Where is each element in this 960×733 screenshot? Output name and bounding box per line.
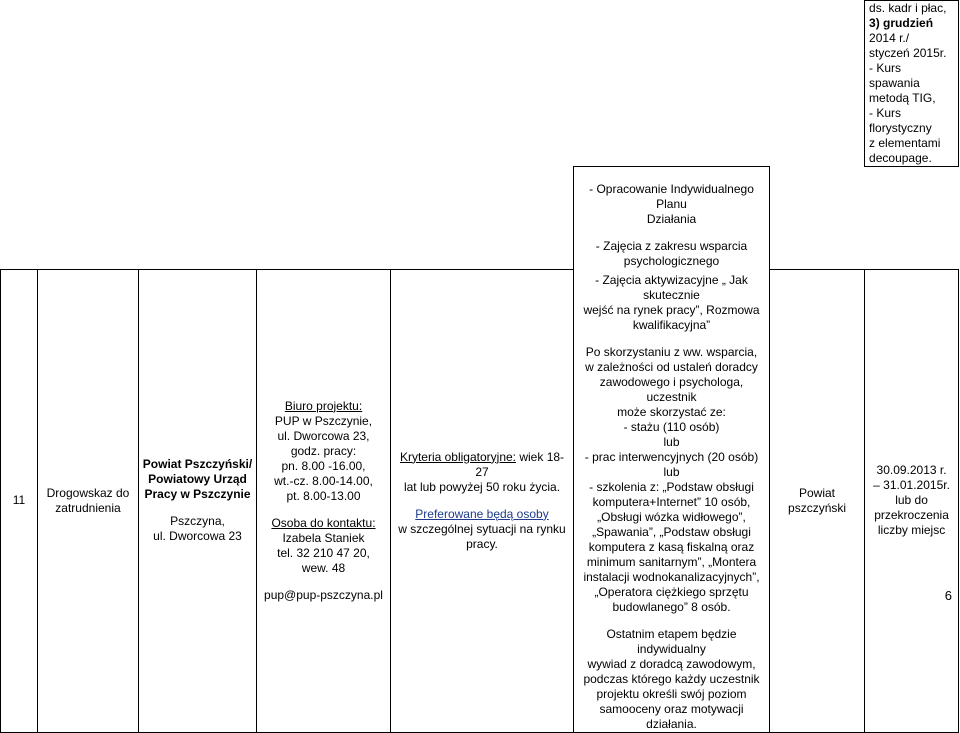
text-line: Powiat Pszczyński/ [142,457,253,472]
text-line: komputera z kasą fiskalną oraz [588,540,755,554]
blank-area [770,167,959,270]
text-line: lub [663,465,680,479]
support-forms [574,269,770,733]
text-line: godz. pracy: [290,443,357,458]
text-line: – 31.01.2015r. [873,478,950,493]
page-number: 6 [944,588,952,603]
contact-heading: Osoba do kontaktu: [271,515,376,530]
text-line: - Zajęcia aktywizacyjne „ Jak skutecznie [595,273,748,302]
text-line: z elementami [869,136,941,150]
text-line: budowlanego” 8 osób. [612,600,731,614]
blank-area [1,1,865,167]
criteria-text: wiek 18-27 [475,449,565,479]
text-line: Powiat [799,485,836,500]
text-line: spawania [869,76,920,90]
text-line: florystyczny [869,121,932,135]
recruitment-criteria [391,269,574,733]
email-address: pup@pup-pszczyna.pl [264,587,383,602]
text-line: pt. 8.00-13.00 [286,488,361,503]
text-line: - Kurs [869,61,902,75]
text-line: lat lub powyżej 50 roku życia. [403,479,561,494]
text-line: samooceny oraz motywacji działania. [599,702,744,731]
text-line: metodą TIG, [869,91,936,105]
text-line: minimum sanitarnym”, „Montera [586,555,757,569]
text-line: „Obsługi wózka widłowego”, [597,510,746,524]
text-line: 3) grudzień [869,16,934,30]
text-line: kwalifikacyjna” [632,318,711,332]
blank-area [1,167,574,270]
text-line: PUP w Pszczynie, [274,413,373,428]
text-line: zawodowego i psychologa, uczestnik [599,375,744,404]
project-name [38,269,139,733]
text-line: w zależności od ustaleń doradcy [585,360,758,374]
text-line: w szczególnej sytuacji na rynku [398,521,566,536]
text-line: lub [663,435,680,449]
text-line: Powiatowy Urząd [148,472,247,487]
text-line: „Spawania”, „Podstaw obsługi [592,525,751,539]
text-line: Ostatnim etapem będzie indywidualny [606,627,737,656]
text-line: Drogowskaz do [46,485,130,500]
text-line: psychologicznego [623,254,720,268]
office-heading: Biuro projektu: [284,398,363,413]
text-line: wew. 48 [301,560,346,575]
criteria-heading: Kryteria obligatoryjne: [399,449,517,464]
project-dates [865,269,959,733]
text-line: podczas którego każdy uczestnik [583,672,760,686]
support-intro-cell [574,167,770,270]
text-line: - Zajęcia z zakresu wsparcia [595,239,748,253]
text-line: - prac interwencyjnych (20 osób) [584,450,759,464]
text-line: decoupage. [869,151,932,165]
organizer [139,269,257,733]
text-line: przekroczenia [874,508,949,523]
text-line: Działania [646,212,697,226]
text-line: pn. 8.00 -16.00, [281,458,366,473]
text-line: lub do [895,493,928,508]
text-line: ul. Dworcowa 23, [277,428,370,443]
text-line: 2014 r./ [869,31,910,45]
preference-heading: Preferowane będą osoby [415,506,549,521]
text-line: - Kurs [869,106,902,120]
text-line: tel. 32 210 47 20, [277,545,370,560]
text-line: zatrudnienia [55,500,121,515]
text-line: komputera+Internet” 10 osób, [592,495,751,509]
text-line: pszczyński [788,500,847,515]
text-line: Pszczyna, [170,514,225,529]
text-line: - szkolenia z: „Podstaw obsługi [589,480,754,494]
text-line: styczeń 2015r. [869,46,947,60]
text-line: wejść na rynek pracy”, Rozmowa [583,303,760,317]
row-number: 11 [1,269,38,733]
text-line: może skorzystać ze: [617,405,726,419]
text-line: Izabela Staniek [282,530,365,545]
text-line: Po skorzystaniu z ww. wsparcia, [585,345,758,359]
text-line: instalacji wodnokanalizacyjnych”, [583,570,760,584]
text-line: - stażu (110 osób) [623,420,720,434]
text-line: liczby miejsc [877,523,946,538]
text-line: pracy. [466,536,498,551]
text-line: ds. kadr i płac, [869,1,947,15]
text-line: projektu określi swój poziom [596,687,747,701]
text-line: „Operatora ciężkiego sprzętu [594,585,749,599]
text-line: wt.-cz. 8.00-14.00, [274,473,373,488]
text-line: 30.09.2013 r. [876,463,947,478]
top-right-cell [865,1,959,167]
text-line: wywiad z doradcą zawodowym, [587,657,756,671]
text-line: - Opracowanie Indywidualnego Planu [589,182,754,211]
text-line: Pracy w Pszczynie [144,487,251,502]
contact-info [257,269,391,733]
project-area [770,269,865,733]
text-line: ul. Dworcowa 23 [153,529,242,544]
